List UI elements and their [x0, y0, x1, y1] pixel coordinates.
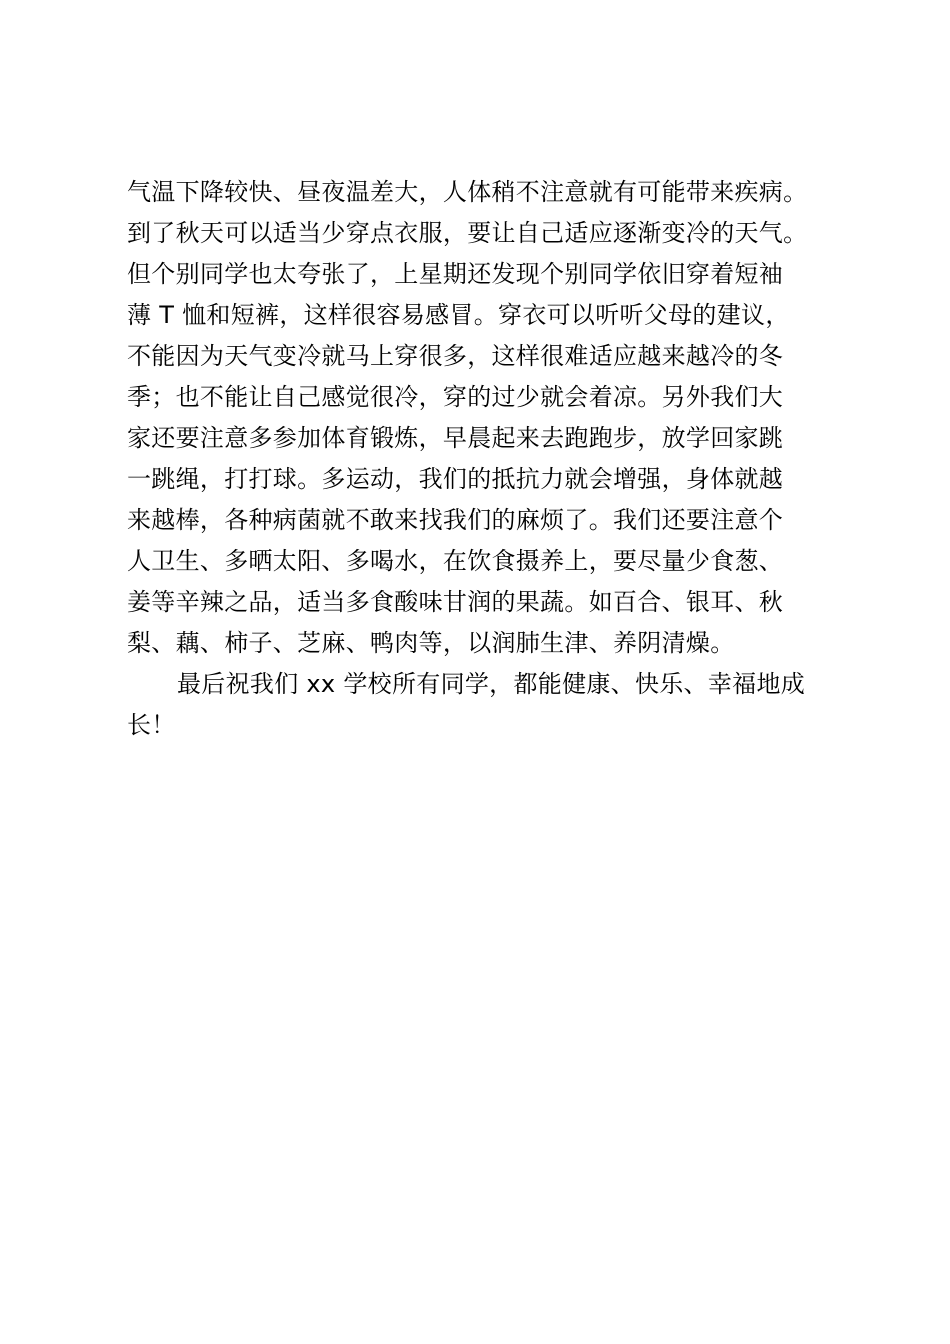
closing-paragraph-line-2: 长！: [127, 711, 176, 739]
text-line-3: 但个别同学也太夸张了，上星期还发现个别同学依旧穿着短袖: [127, 260, 784, 288]
text-line-6: 季；也不能让自己感觉很冷，穿的过少就会着凉。另外我们大: [127, 383, 784, 411]
text-line-11: 姜等辛辣之品，适当多食酸味甘润的果蔬。如百合、银耳、秋: [127, 588, 784, 616]
document-body: [127, 172, 847, 746]
text-line-1: 气温下降较快、昼夜温差大，人体稍不注意就有可能带来疾病。: [127, 178, 808, 206]
text-line-9: 来越棒，各种病菌就不敢来找我们的麻烦了。我们还要注意个: [127, 506, 784, 534]
text-line-7: 家还要注意多参加体育锻炼，早晨起来去跑跑步，放学回家跳: [127, 424, 784, 452]
closing-paragraph-line-1: 最后祝我们 xx 学校所有同学，都能健康、快乐、幸福地成: [177, 670, 806, 698]
text-line-5: 不能因为天气变冷就马上穿很多，这样很难适应越来越冷的冬: [127, 342, 784, 370]
text-line-2: 到了秋天可以适当少穿点衣服，要让自己适应逐渐变冷的天气。: [127, 219, 808, 247]
text-line-8: 一跳绳，打打球。多运动，我们的抵抗力就会增强，身体就越: [127, 465, 784, 493]
text-line-12: 梨、藕、柿子、芝麻、鸭肉等，以润肺生津、养阴清燥。: [127, 629, 735, 657]
text-line-4: 薄 T 恤和短裤，这样很容易感冒。穿衣可以听听父母的建议，: [127, 301, 790, 329]
text-line-10: 人卫生、多晒太阳、多喝水，在饮食摄养上，要尽量少食葱、: [127, 547, 784, 575]
